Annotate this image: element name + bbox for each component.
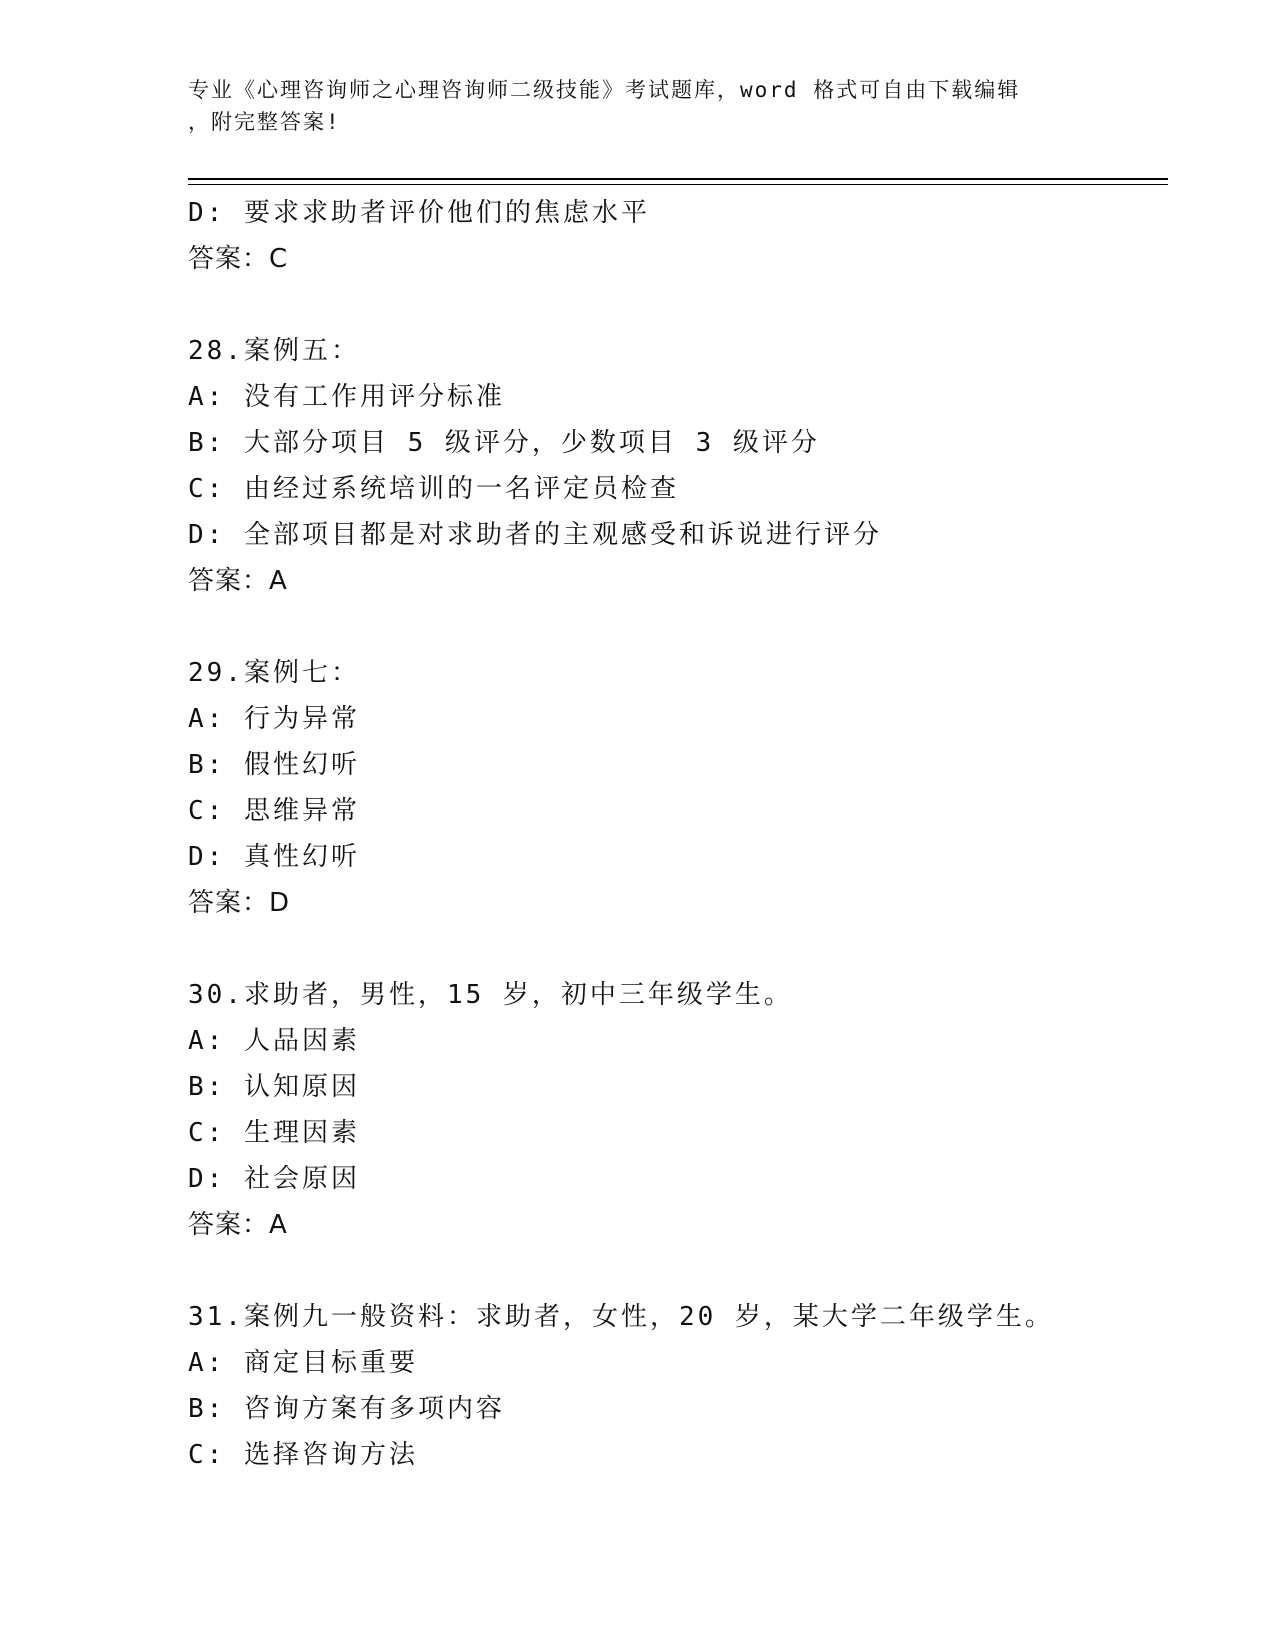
question-29: [188, 650, 1168, 926]
option-b: B: 咨询方案有多项内容: [188, 1394, 505, 1424]
continued-option-d: D: 要求求助者评价他们的焦虑水平: [188, 198, 650, 228]
option-a: A: 行为异常: [188, 704, 360, 734]
question-title: 28.案例五：: [188, 336, 360, 366]
option-d: D: 全部项目都是对求助者的主观感受和诉说进行评分: [188, 520, 882, 550]
question-title: 31.案例九一般资料：求助者，女性，20 岁，某大学二年级学生。: [188, 1302, 1054, 1332]
option-a: A: 商定目标重要: [188, 1348, 418, 1378]
question-28: [188, 328, 1168, 604]
option-d: D: 社会原因: [188, 1164, 360, 1194]
option-a: A: 没有工作用评分标准: [188, 382, 505, 412]
answer-line: 答案：D: [188, 888, 291, 918]
spacer: [188, 282, 1168, 328]
spacer: [188, 604, 1168, 650]
spacer: [188, 926, 1168, 972]
option-c: C: 由经过系统培训的一名评定员检查: [188, 474, 679, 504]
option-b: B: 假性幻听: [188, 750, 360, 780]
answer-line: 答案：A: [188, 1210, 288, 1240]
option-c: C: 选择咨询方法: [188, 1440, 418, 1470]
header-line-1: 专业《心理咨询师之心理咨询师二级技能》考试题库，word 格式可自由下载编辑: [188, 78, 1021, 102]
header-line-2: ，附完整答案!: [188, 110, 341, 134]
option-b: B: 认知原因: [188, 1072, 360, 1102]
header-divider-thick: [188, 178, 1168, 180]
question-30: [188, 972, 1168, 1248]
option-d: D: 真性幻听: [188, 842, 360, 872]
question-content: [188, 190, 1168, 1478]
header-divider-thin: [188, 184, 1168, 185]
continued-answer: 答案：C: [188, 244, 289, 274]
document-header: [188, 74, 1088, 138]
spacer: [188, 1248, 1168, 1294]
question-title: 29.案例七：: [188, 658, 360, 688]
question-title: 30.求助者，男性，15 岁，初中三年级学生。: [188, 980, 793, 1010]
option-a: A: 人品因素: [188, 1026, 360, 1056]
option-c: C: 生理因素: [188, 1118, 360, 1148]
question-31: [188, 1294, 1168, 1478]
option-c: C: 思维异常: [188, 796, 360, 826]
answer-line: 答案：A: [188, 566, 288, 596]
option-b: B: 大部分项目 5 级评分，少数项目 3 级评分: [188, 428, 820, 458]
